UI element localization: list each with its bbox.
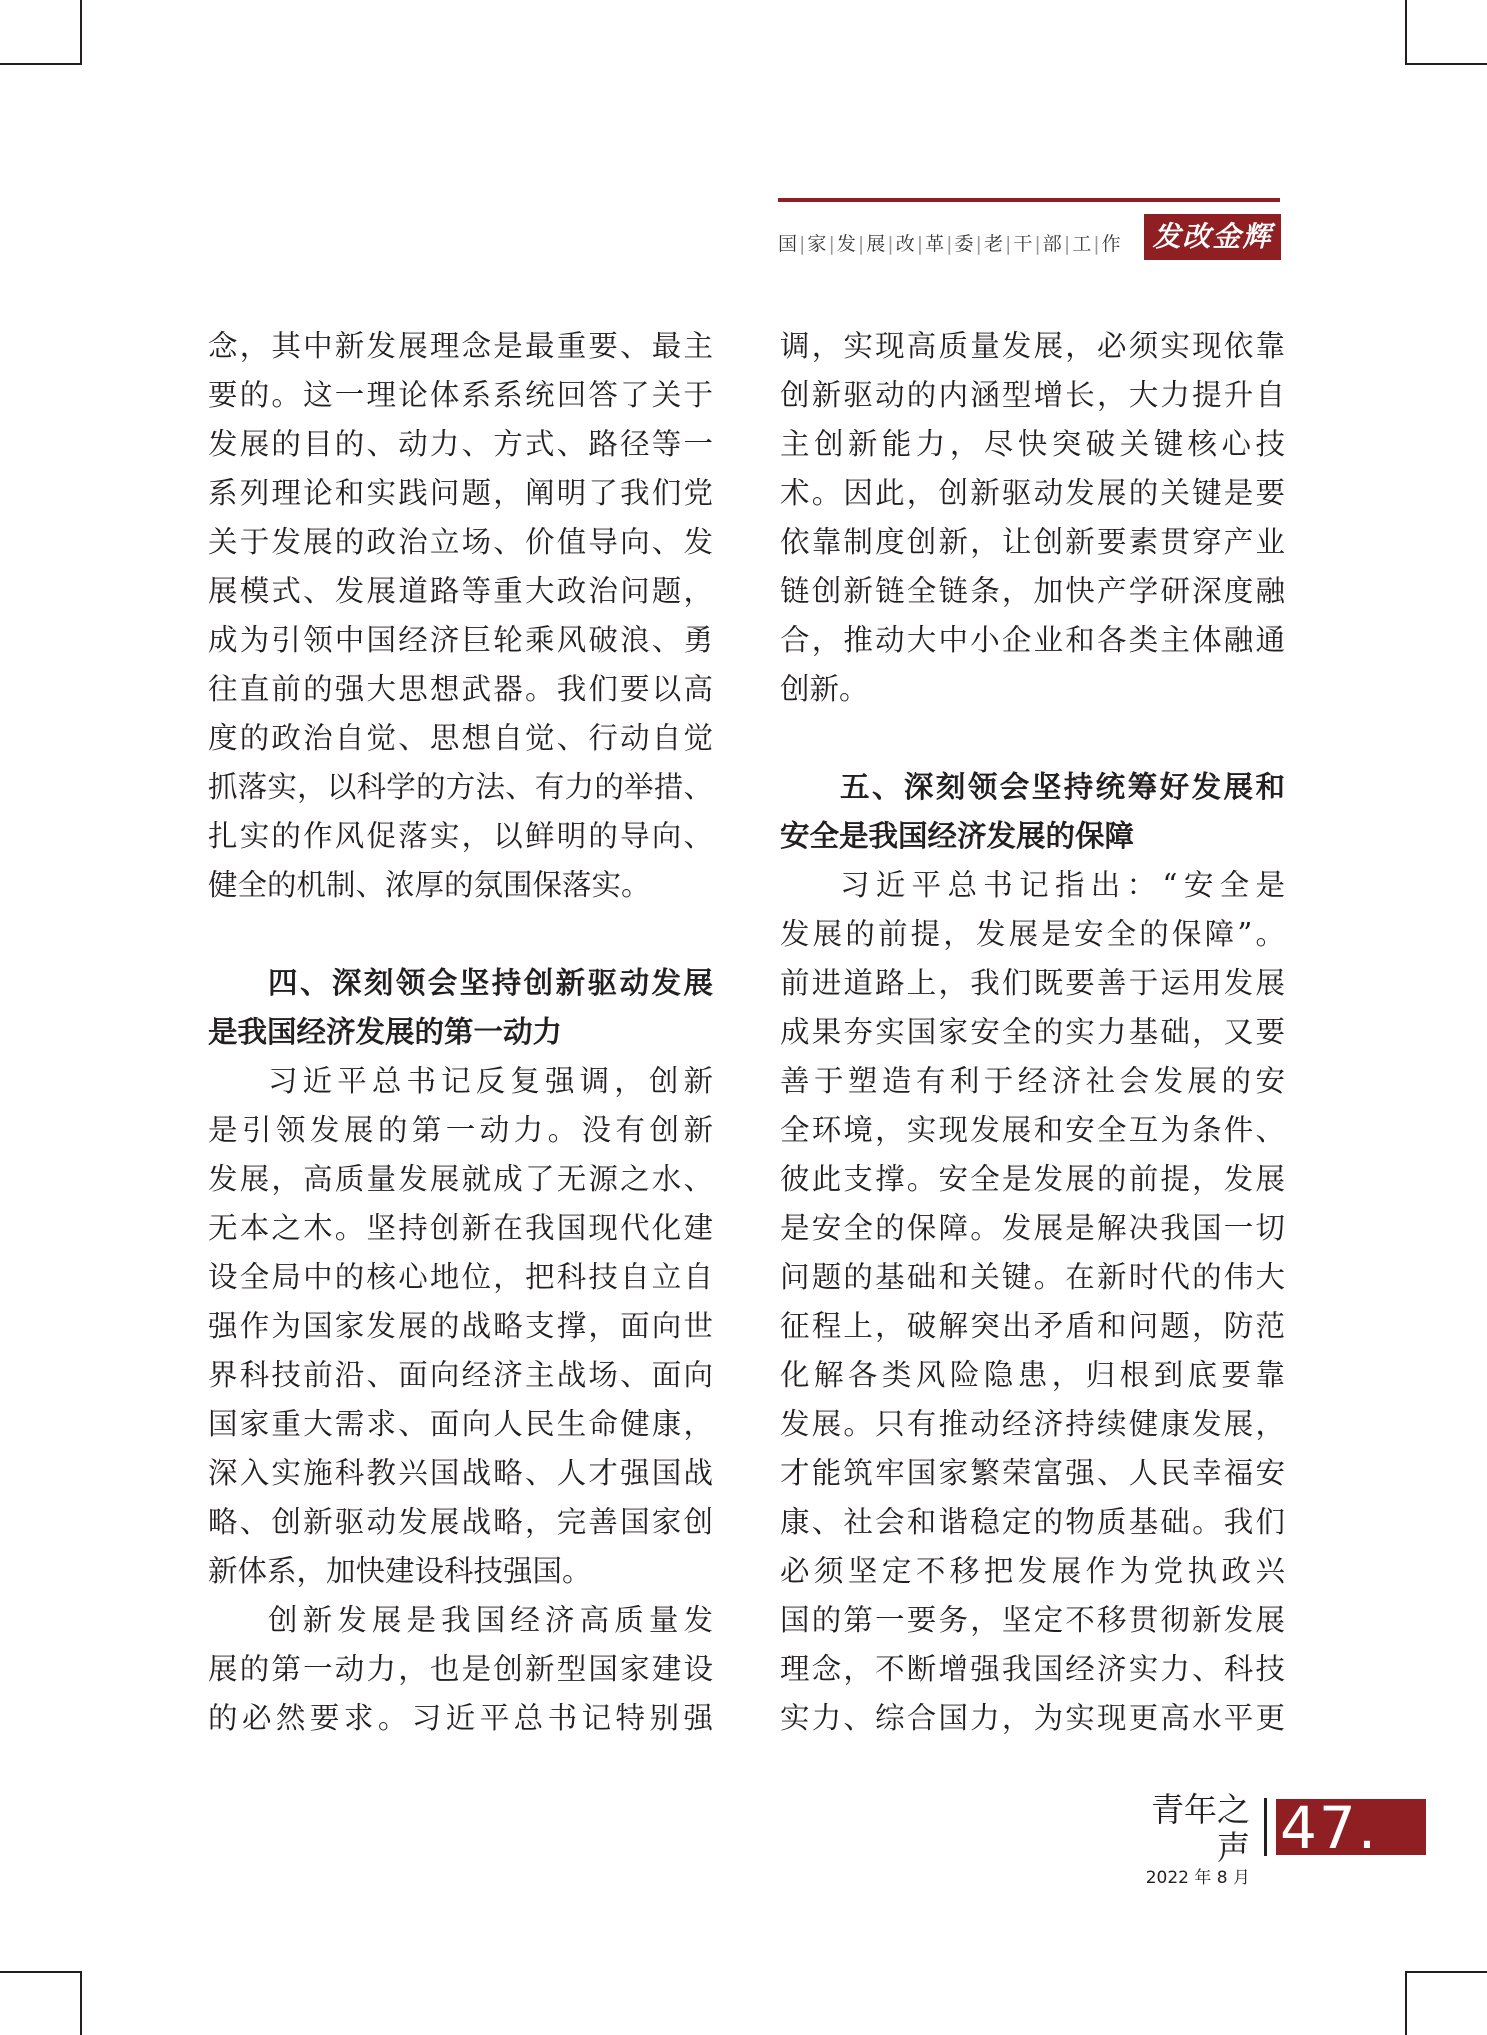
text-line: 前进道路上，我们既要善于运用发展	[780, 966, 1285, 1000]
text-line: 是引领发展的第一动力。没有创新	[208, 1113, 713, 1147]
text-line: 才能筑牢国家繁荣富强、人民幸福安	[780, 1456, 1285, 1490]
page-number: 47.	[1276, 1799, 1426, 1855]
text-line: 界科技前沿、面向经济主战场、面向	[208, 1358, 713, 1392]
text-line: 习近平总书记反复强调，创新	[268, 1064, 713, 1098]
text-line: 发展的前提，发展是安全的保障”。	[780, 917, 1285, 951]
header-char: 展	[866, 233, 886, 255]
text-line: 要的。这一理论体系系统回答了关于	[208, 378, 713, 412]
text-line: 调，实现高质量发展，必须实现依靠	[780, 329, 1285, 363]
text-line: 依靠制度创新，让创新要素贯穿产业	[780, 525, 1285, 559]
paragraph-gap	[208, 910, 713, 959]
text-line: 创新。	[780, 672, 869, 706]
text-line: 彼此支撑。安全是发展的前提，发展	[780, 1162, 1285, 1196]
header-char: 改	[895, 233, 915, 255]
text-line: 习近平总书记指出：“安全是	[840, 868, 1285, 902]
text-line: 发展。只有推动经济持续健康发展，	[780, 1407, 1285, 1441]
text-line: 新体系，加快建设科技强国。	[208, 1554, 592, 1588]
crop-mark	[1405, 63, 1487, 65]
paragraph-gap	[780, 714, 1285, 763]
header-rule	[778, 198, 1280, 202]
text-line: 略、创新驱动发展战略，完善国家创	[208, 1505, 713, 1539]
header-char: 作	[1101, 233, 1121, 255]
text-line: 全环境，实现发展和安全互为条件、	[780, 1113, 1285, 1147]
text-line: 国家重大需求、面向人民生命健康，	[208, 1407, 713, 1441]
header-char: 部	[1042, 233, 1062, 255]
section-heading: 四、深刻领会坚持创新驱动发展	[268, 966, 713, 1000]
header-char: 工	[1072, 233, 1092, 255]
section-heading: 安全是我国经济发展的保障	[780, 819, 1135, 853]
header-org: 国 | 家 | 发 | 展 | 改 | 革 | 委 | 老 | 干 | 部 | 工 | 作	[778, 233, 1121, 255]
crop-mark	[0, 1971, 82, 1973]
text-line: 展模式、发展道路等重大政治问题，	[208, 574, 713, 608]
header-char: 革	[925, 233, 945, 255]
crop-mark	[1405, 0, 1407, 64]
text-line: 系列理论和实践问题，阐明了我们党	[208, 476, 713, 510]
text-line: 是安全的保障。发展是解决我国一切	[780, 1211, 1285, 1245]
text-line: 康、社会和谐稳定的物质基础。我们	[780, 1505, 1285, 1539]
crop-mark	[1405, 1971, 1487, 1973]
section-heading: 五、深刻领会坚持统筹好发展和	[840, 770, 1285, 804]
header-char: 国	[778, 233, 798, 255]
text-line: 展的第一动力，也是创新型国家建设	[208, 1652, 713, 1686]
text-line: 合，推动大中小企业和各类主体融通	[780, 623, 1285, 657]
text-line: 扎实的作风促落实，以鲜明的导向、	[208, 819, 713, 853]
text-line: 链创新链全链条，加快产学研深度融	[780, 574, 1285, 608]
left-column	[208, 322, 713, 1743]
text-line: 成为引领中国经济巨轮乘风破浪、勇	[208, 623, 713, 657]
text-line: 度的政治自觉、思想自觉、行动自觉	[208, 721, 713, 755]
text-line: 深入实施科教兴国战略、人才强国战	[208, 1456, 713, 1490]
text-line: 主创新能力，尽快突破关键核心技	[780, 427, 1285, 461]
text-line: 问题的基础和关键。在新时代的伟大	[780, 1260, 1285, 1294]
header-char: 委	[954, 233, 974, 255]
text-line: 设全局中的核心地位，把科技自立自	[208, 1260, 713, 1294]
text-line: 往直前的强大思想武器。我们要以高	[208, 672, 713, 706]
text-line: 国的第一要务，坚定不移贯彻新发展	[780, 1603, 1285, 1637]
text-line: 术。因此，创新驱动发展的关键是要	[780, 476, 1285, 510]
text-line: 创新发展是我国经济高质量发	[268, 1603, 713, 1637]
header-char: 干	[1013, 233, 1033, 255]
header-char: 发	[836, 233, 856, 255]
text-line: 化解各类风险隐患，归根到底要靠	[780, 1358, 1285, 1392]
brand-logo: 发改金辉	[1144, 214, 1281, 260]
text-line: 理念，不断增强我国经济实力、科技	[780, 1652, 1285, 1686]
text-line: 创新驱动的内涵型增长，大力提升自	[780, 378, 1285, 412]
text-line: 的必然要求。习近平总书记特别强	[208, 1701, 713, 1735]
text-line: 关于发展的政治立场、价值导向、发	[208, 525, 713, 559]
header-char: 老	[983, 233, 1003, 255]
text-line: 抓落实，以科学的方法、有力的举措、	[208, 770, 713, 804]
section-heading: 是我国经济发展的第一动力	[208, 1015, 563, 1049]
text-line: 健全的机制、浓厚的氛围保落实。	[208, 868, 651, 902]
crop-mark	[1405, 1971, 1407, 2035]
crop-mark	[80, 0, 82, 64]
text-line: 强作为国家发展的战略支撑，面向世	[208, 1309, 713, 1343]
magazine-info	[1122, 1791, 1250, 1889]
header-char: 家	[807, 233, 827, 255]
magazine-name: 青年之声	[1151, 1790, 1250, 1867]
crop-mark	[0, 63, 82, 65]
issue-date: 2022 年 8 月	[1145, 1868, 1250, 1888]
text-line: 必须坚定不移把发展作为党执政兴	[780, 1554, 1285, 1588]
text-line: 成果夯实国家安全的实力基础，又要	[780, 1015, 1285, 1049]
text-line: 善于塑造有利于经济社会发展的安	[780, 1064, 1285, 1098]
footer-divider	[1264, 1798, 1267, 1856]
crop-mark	[80, 1971, 82, 2035]
text-line: 发展的目的、动力、方式、路径等一	[208, 427, 713, 461]
text-line: 无本之木。坚持创新在我国现代化建	[208, 1211, 713, 1245]
text-line: 征程上，破解突出矛盾和问题，防范	[780, 1309, 1285, 1343]
text-line: 发展，高质量发展就成了无源之水、	[208, 1162, 713, 1196]
text-line: 实力、综合国力，为实现更高水平更	[780, 1701, 1285, 1735]
text-line: 念，其中新发展理念是最重要、最主	[208, 329, 713, 363]
right-column	[780, 322, 1285, 1743]
